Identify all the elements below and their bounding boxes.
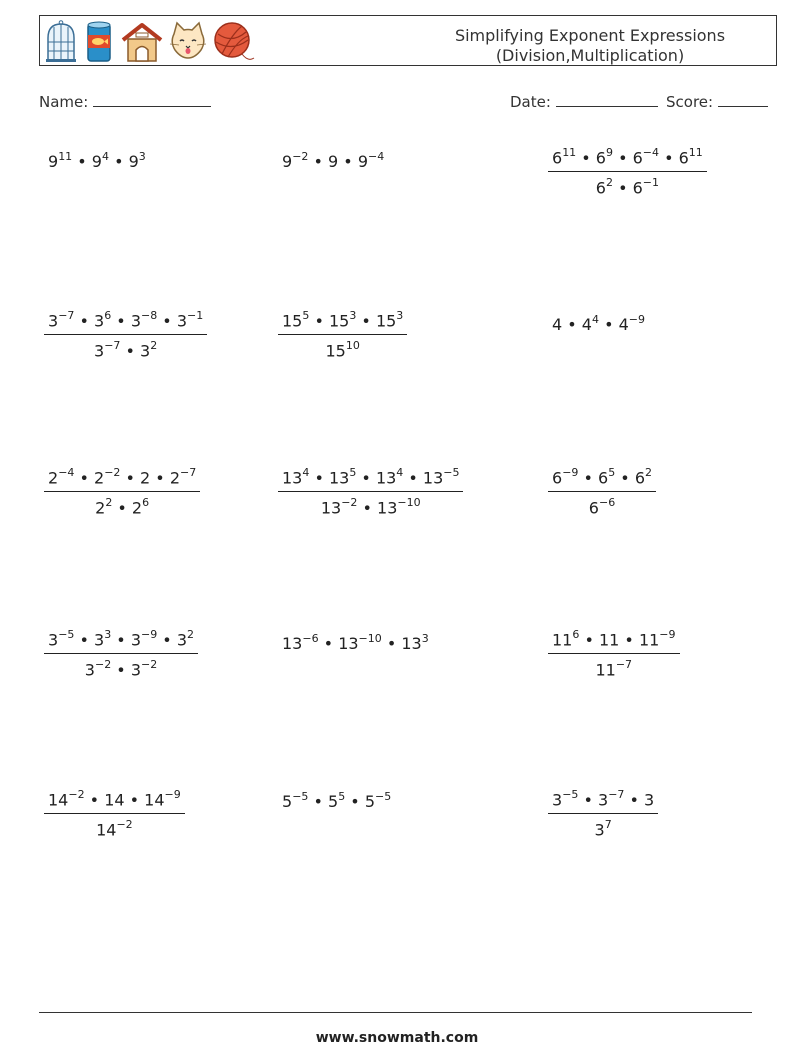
term-base: 6 [632, 178, 643, 198]
problem-14 [282, 792, 391, 810]
term-base: 3 [130, 630, 141, 650]
term-exponent: −2 [292, 150, 309, 163]
denominator [44, 334, 207, 359]
term-base: 3 [48, 311, 59, 331]
term-exponent: −5 [562, 788, 579, 801]
term-exponent: 3 [396, 309, 404, 322]
problem-1 [48, 152, 146, 170]
term-exponent: −2 [141, 658, 158, 672]
term-exponent: −7 [58, 309, 75, 322]
term-base: 4 [581, 315, 592, 335]
term-base: 5 [282, 792, 293, 812]
denominator [44, 491, 200, 516]
term-exponent: 5 [302, 309, 310, 322]
denominator [548, 491, 656, 516]
term-base: 15 [328, 311, 350, 331]
term-exponent: 11 [688, 146, 703, 159]
term-exponent: −8 [141, 309, 158, 322]
term-exponent: −1 [642, 176, 659, 190]
term-base: 3 [94, 630, 105, 650]
term-base: 11 [552, 630, 573, 650]
fish-food-can-icon [82, 20, 116, 64]
term-exponent: 4 [396, 466, 404, 479]
term-base: 14 [104, 790, 125, 810]
term-exponent: −2 [68, 788, 85, 801]
multiply-dot: • [308, 152, 329, 172]
term-exponent: −4 [642, 146, 659, 159]
term-base: 13 [328, 468, 350, 488]
multiply-dot: • [111, 311, 131, 331]
term-exponent: −5 [443, 466, 460, 479]
multiply-dot: • [72, 152, 92, 172]
term-exponent: 10 [345, 339, 360, 353]
term-base: 15 [325, 341, 346, 361]
multiply-dot: • [111, 660, 131, 680]
score-field [666, 92, 768, 111]
term-base: 3 [130, 660, 141, 680]
term-exponent: −1 [187, 309, 204, 322]
term-base: 6 [588, 498, 599, 518]
term-exponent: −2 [104, 466, 121, 479]
problem-13 [44, 790, 185, 839]
multiply-dot: • [381, 634, 402, 654]
problem-15 [548, 790, 658, 839]
multiply-dot: • [157, 311, 177, 331]
term-base: 5 [364, 792, 375, 812]
term-base: 6 [598, 468, 609, 488]
term-exponent: 6 [104, 309, 112, 322]
fraction [278, 468, 463, 517]
name-blank[interactable] [93, 92, 211, 107]
term-exponent: −5 [58, 628, 75, 641]
multiply-dot: • [356, 311, 376, 331]
problem-11 [282, 634, 429, 652]
term-exponent: −9 [628, 313, 645, 326]
term-base: 11 [595, 660, 616, 680]
term-base: 11 [638, 630, 660, 650]
multiply-dot: • [612, 178, 633, 198]
term-base: 2 [140, 468, 151, 488]
term-exponent: 6 [572, 628, 580, 641]
term-base: 6 [678, 148, 689, 168]
term-exponent: −6 [302, 632, 319, 645]
footer-url: www.snowmath.com [315, 1030, 479, 1046]
term-exponent: 11 [58, 150, 73, 163]
multiply-dot: • [403, 468, 423, 488]
term-base: 6 [552, 148, 563, 168]
expression [282, 634, 429, 653]
problem-6 [552, 315, 645, 333]
multiply-dot: • [576, 148, 596, 168]
fraction [548, 468, 656, 517]
multiply-dot: • [308, 792, 329, 812]
multiply-dot: • [84, 790, 105, 810]
term-exponent: −9 [141, 628, 158, 641]
denominator [278, 334, 407, 359]
multiply-dot: • [111, 630, 131, 650]
problem-4 [44, 311, 207, 360]
term-exponent: −9 [562, 466, 579, 479]
term-base: 11 [598, 630, 620, 650]
term-exponent: 5 [608, 466, 616, 479]
term-base: 3 [140, 341, 151, 361]
expression [552, 315, 645, 334]
term-exponent: −7 [608, 788, 625, 801]
term-exponent: −2 [341, 496, 358, 510]
problem-3 [548, 148, 707, 197]
fraction [548, 790, 658, 839]
numerator [278, 468, 463, 491]
denominator [548, 171, 707, 196]
term-exponent: 3 [349, 309, 357, 322]
denominator [278, 491, 463, 516]
term-base: 15 [375, 311, 397, 331]
denominator [44, 813, 185, 838]
cat-face-icon [168, 20, 208, 64]
multiply-dot: • [120, 341, 141, 361]
term-exponent: −4 [58, 466, 75, 479]
multiply-dot: • [578, 790, 599, 810]
term-exponent: 4 [101, 150, 109, 163]
term-exponent: 2 [150, 339, 158, 353]
term-exponent: 2 [645, 466, 652, 479]
fraction [44, 790, 185, 839]
term-base: 3 [130, 311, 141, 331]
term-base: 6 [632, 148, 643, 168]
multiply-dot: • [624, 790, 645, 810]
problem-9 [548, 468, 656, 517]
multiply-dot: • [318, 634, 339, 654]
problem-7 [44, 468, 200, 517]
term-base: 13 [422, 468, 444, 488]
fraction [548, 630, 680, 679]
multiply-dot: • [562, 315, 582, 335]
term-base: 5 [328, 792, 339, 812]
birdcage-icon [44, 20, 78, 64]
multiply-dot: • [579, 630, 599, 650]
term-base: 9 [328, 152, 339, 172]
numerator [548, 148, 707, 171]
denominator [548, 813, 658, 838]
term-base: 13 [338, 634, 359, 654]
term-base: 6 [634, 468, 645, 488]
multiply-dot: • [578, 468, 599, 488]
multiply-dot: • [345, 792, 365, 812]
term-exponent: 2 [105, 496, 113, 510]
numerator [44, 311, 207, 334]
term-exponent: −7 [615, 658, 633, 672]
numerator [548, 468, 656, 491]
term-base: 3 [94, 311, 105, 331]
problem-2 [282, 152, 384, 170]
multiply-dot: • [74, 630, 95, 650]
term-exponent: 11 [562, 146, 577, 159]
term-base: 13 [375, 468, 397, 488]
multiply-dot: • [338, 152, 358, 172]
expression [282, 792, 391, 811]
date-blank[interactable] [556, 92, 658, 107]
problem-10 [44, 630, 198, 679]
term-base: 3 [94, 341, 105, 361]
yarn-ball-icon [212, 20, 256, 64]
expression [48, 152, 146, 171]
term-base: 2 [131, 498, 143, 518]
term-exponent: 2 [187, 628, 195, 641]
term-exponent: −6 [598, 496, 616, 510]
worksheet-header [39, 15, 777, 66]
multiply-dot: • [309, 311, 329, 331]
term-base: 3 [176, 311, 188, 331]
term-exponent: −7 [180, 466, 197, 479]
score-blank[interactable] [718, 92, 768, 107]
numerator [44, 790, 185, 813]
numerator [548, 630, 680, 653]
term-base: 3 [644, 790, 655, 810]
term-base: 13 [282, 468, 303, 488]
multiply-dot: • [612, 148, 633, 168]
multiply-dot: • [120, 468, 141, 488]
term-exponent: 4 [591, 313, 599, 326]
date-label: Date: [510, 93, 551, 111]
problem-5 [278, 311, 407, 360]
multiply-dot: • [598, 315, 619, 335]
fraction [548, 148, 707, 197]
multiply-dot: • [124, 790, 145, 810]
fraction [278, 311, 407, 360]
multiply-dot: • [157, 630, 177, 650]
multiply-dot: • [108, 152, 129, 172]
title-line-2: (Division,Multiplication) [495, 46, 685, 65]
term-exponent: 9 [605, 146, 613, 159]
term-base: 3 [84, 660, 95, 680]
term-exponent: −7 [104, 339, 121, 353]
term-base: 9 [128, 152, 139, 172]
term-base: 2 [169, 468, 181, 488]
multiply-dot: • [74, 468, 95, 488]
term-base: 13 [282, 634, 303, 654]
term-base: 6 [595, 178, 606, 198]
numerator [44, 630, 198, 653]
multiply-dot: • [619, 630, 639, 650]
numerator [278, 311, 407, 334]
term-exponent: −2 [94, 658, 112, 672]
term-base: 14 [144, 790, 165, 810]
footer-divider [39, 1012, 752, 1013]
term-exponent: −4 [368, 150, 385, 163]
term-exponent: 5 [349, 466, 357, 479]
term-exponent: 4 [302, 466, 310, 479]
term-base: 2 [94, 468, 105, 488]
term-exponent: −5 [375, 790, 392, 803]
term-exponent: −9 [164, 788, 181, 801]
title-line-1: Simplifying Exponent Expressions [454, 26, 726, 45]
header-icons [44, 20, 256, 64]
term-exponent: −10 [358, 632, 382, 645]
term-base: 3 [598, 790, 609, 810]
term-base: 6 [595, 148, 606, 168]
term-base: 3 [594, 820, 605, 840]
term-base: 2 [95, 498, 106, 518]
fraction [44, 468, 200, 517]
multiply-dot: • [357, 498, 378, 518]
term-base: 13 [320, 498, 342, 518]
term-exponent: −2 [116, 818, 133, 832]
denominator [44, 653, 198, 678]
term-base: 14 [96, 820, 117, 840]
multiply-dot: • [74, 311, 95, 331]
term-base: 2 [48, 468, 59, 488]
term-base: 13 [401, 634, 422, 654]
term-exponent: −10 [397, 496, 421, 510]
term-exponent: 5 [338, 790, 346, 803]
term-exponent: 3 [421, 632, 429, 645]
problem-12 [548, 630, 680, 679]
worksheet-title [420, 26, 760, 66]
term-exponent: 6 [142, 496, 150, 510]
term-exponent: −9 [659, 628, 676, 641]
term-exponent: 3 [104, 628, 112, 641]
multiply-dot: • [356, 468, 376, 488]
term-base: 3 [176, 630, 188, 650]
term-base: 6 [552, 468, 563, 488]
multiply-dot: • [150, 468, 170, 488]
numerator [44, 468, 200, 491]
term-base: 4 [552, 315, 563, 335]
date-field [510, 92, 658, 111]
denominator [548, 653, 680, 678]
multiply-dot: • [615, 468, 635, 488]
term-exponent: −5 [292, 790, 309, 803]
term-base: 15 [282, 311, 303, 331]
multiply-dot: • [309, 468, 329, 488]
problem-8 [278, 468, 463, 517]
term-exponent: 3 [138, 150, 146, 163]
term-base: 3 [48, 630, 59, 650]
term-base: 13 [377, 498, 398, 518]
score-label: Score: [666, 93, 714, 111]
fraction [44, 630, 198, 679]
term-base: 3 [552, 790, 563, 810]
numerator [548, 790, 658, 813]
term-base: 9 [91, 152, 102, 172]
name-label: Name: [39, 93, 89, 111]
name-field [39, 92, 211, 111]
expression [282, 152, 384, 171]
multiply-dot: • [659, 148, 679, 168]
term-base: 9 [357, 152, 368, 172]
doghouse-icon [120, 20, 164, 64]
term-base: 4 [618, 315, 629, 335]
term-base: 9 [48, 152, 59, 172]
multiply-dot: • [112, 498, 132, 518]
term-exponent: 7 [604, 818, 612, 832]
term-base: 14 [48, 790, 69, 810]
term-base: 9 [282, 152, 293, 172]
term-exponent: 2 [605, 176, 613, 190]
fraction [44, 311, 207, 360]
